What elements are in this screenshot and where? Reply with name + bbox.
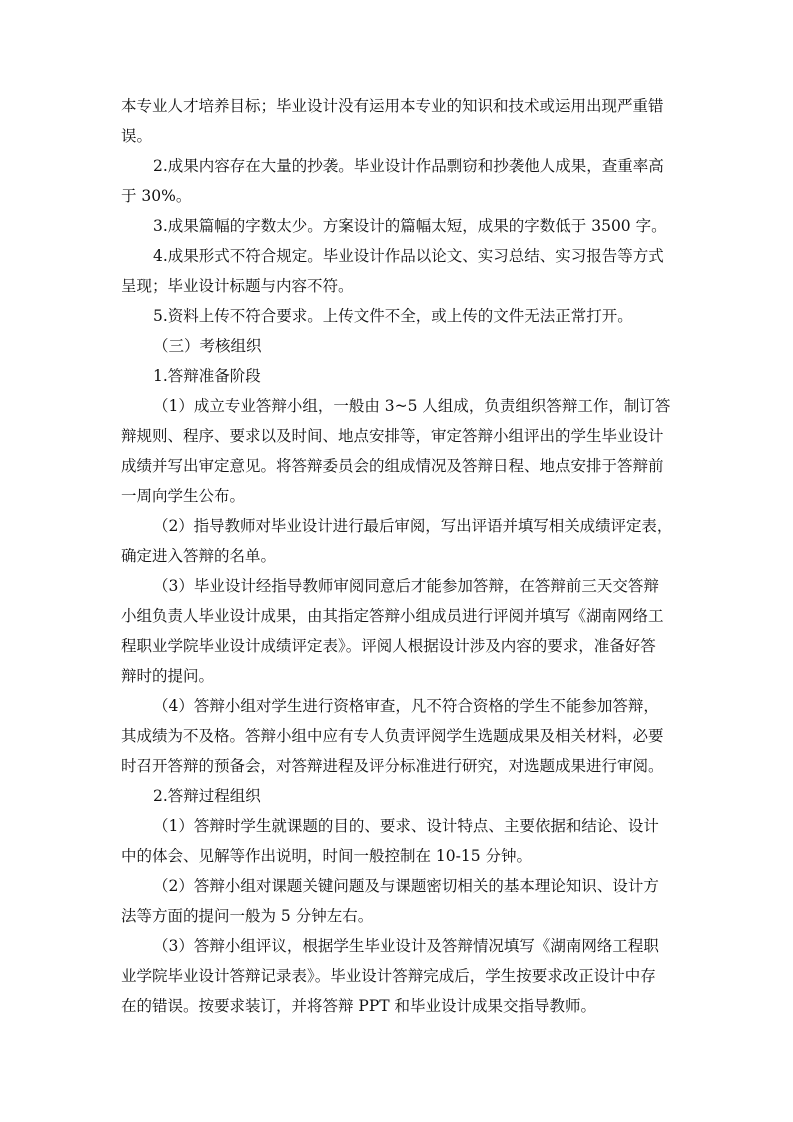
text-line: 业学院毕业设计答辩记录表》。毕业设计答辩完成后，学生按要求改正设计中存 — [121, 967, 656, 985]
text-line: （2）指导教师对毕业设计进行最后审阅，写出评语并填写相关成绩评定表， — [153, 517, 673, 535]
text-line: 确定进入答辩的名单。 — [121, 547, 277, 565]
text-line: 误。 — [121, 127, 153, 145]
document-body — [121, 91, 672, 1021]
text-line: 一周向学生公布。 — [121, 487, 246, 505]
text-line: 其成绩为不及格。答辩小组中应有专人负责评阅学生选题成果及相关材料，必要 — [121, 727, 664, 745]
text-line: 法等方面的提问一般为 5 分钟左右。 — [121, 907, 374, 925]
text-line: 5.资料上传不符合要求。上传文件不全，或上传的文件无法正常打开。 — [153, 307, 633, 325]
text-line: 辩规则、程序、要求以及时间、地点安排等，审定答辩小组评出的学生毕业设计 — [121, 427, 664, 445]
text-line: 时召开答辩的预备会，对答辩进程及评分标准进行研究，对选题成果进行审阅。 — [121, 757, 664, 775]
text-line: （三）考核组织 — [153, 337, 262, 355]
text-line: （3）毕业设计经指导教师审阅同意后才能参加答辩，在答辩前三天交答辩 — [153, 577, 659, 595]
text-line: 2.成果内容存在大量的抄袭。毕业设计作品剽窃和抄袭他人成果，查重率高 — [153, 157, 664, 175]
text-line: 成绩并写出审定意见。将答辩委员会的组成情况及答辩日程、地点安排于答辩前 — [121, 457, 664, 475]
text-line: 2.答辩过程组织 — [153, 787, 261, 805]
text-line: 3.成果篇幅的字数太少。方案设计的篇幅太短，成果的字数低于 3500 字。 — [153, 217, 667, 235]
text-line: 4.成果形式不符合规定。毕业设计作品以论文、实习总结、实习报告等方式 — [153, 247, 664, 265]
text-line: （1）成立专业答辩小组，一般由 3~5 人组成，负责组织答辩工作，制订答 — [153, 397, 671, 415]
text-line: （2）答辩小组对课题关键问题及与课题密切相关的基本理论知识、设计方 — [153, 877, 659, 895]
text-line: 于 30%。 — [121, 187, 192, 205]
text-line: 1.答辩准备阶段 — [153, 367, 261, 385]
text-line: 中的体会、见解等作出说明，时间一般控制在 10-15 分钟。 — [121, 847, 533, 865]
text-line: 本专业人才培养目标；毕业设计没有运用本专业的知识和技术或运用出现严重错 — [121, 97, 664, 115]
text-line: （1）答辩时学生就课题的目的、要求、设计特点、主要依据和结论、设计 — [153, 817, 659, 835]
text-line: 在的错误。按要求装订，并将答辩 PPT 和毕业设计成果交指导教师。 — [121, 997, 597, 1015]
text-line: 小组负责人毕业设计成果，由其指定答辩小组成员进行评阅并填写《湖南网络工 — [121, 607, 664, 625]
text-line: （4）答辩小组对学生进行资格审查，凡不符合资格的学生不能参加答辩， — [153, 697, 659, 715]
text-line: 程职业学院毕业设计成绩评定表》。评阅人根据设计涉及内容的要求，准备好答 — [121, 637, 656, 655]
text-line: （3）答辩小组评议，根据学生毕业设计及答辩情况填写《湖南网络工程职 — [153, 937, 659, 955]
text-line: 呈现；毕业设计标题与内容不符。 — [121, 277, 354, 295]
text-line: 辩时的提问。 — [121, 667, 215, 685]
